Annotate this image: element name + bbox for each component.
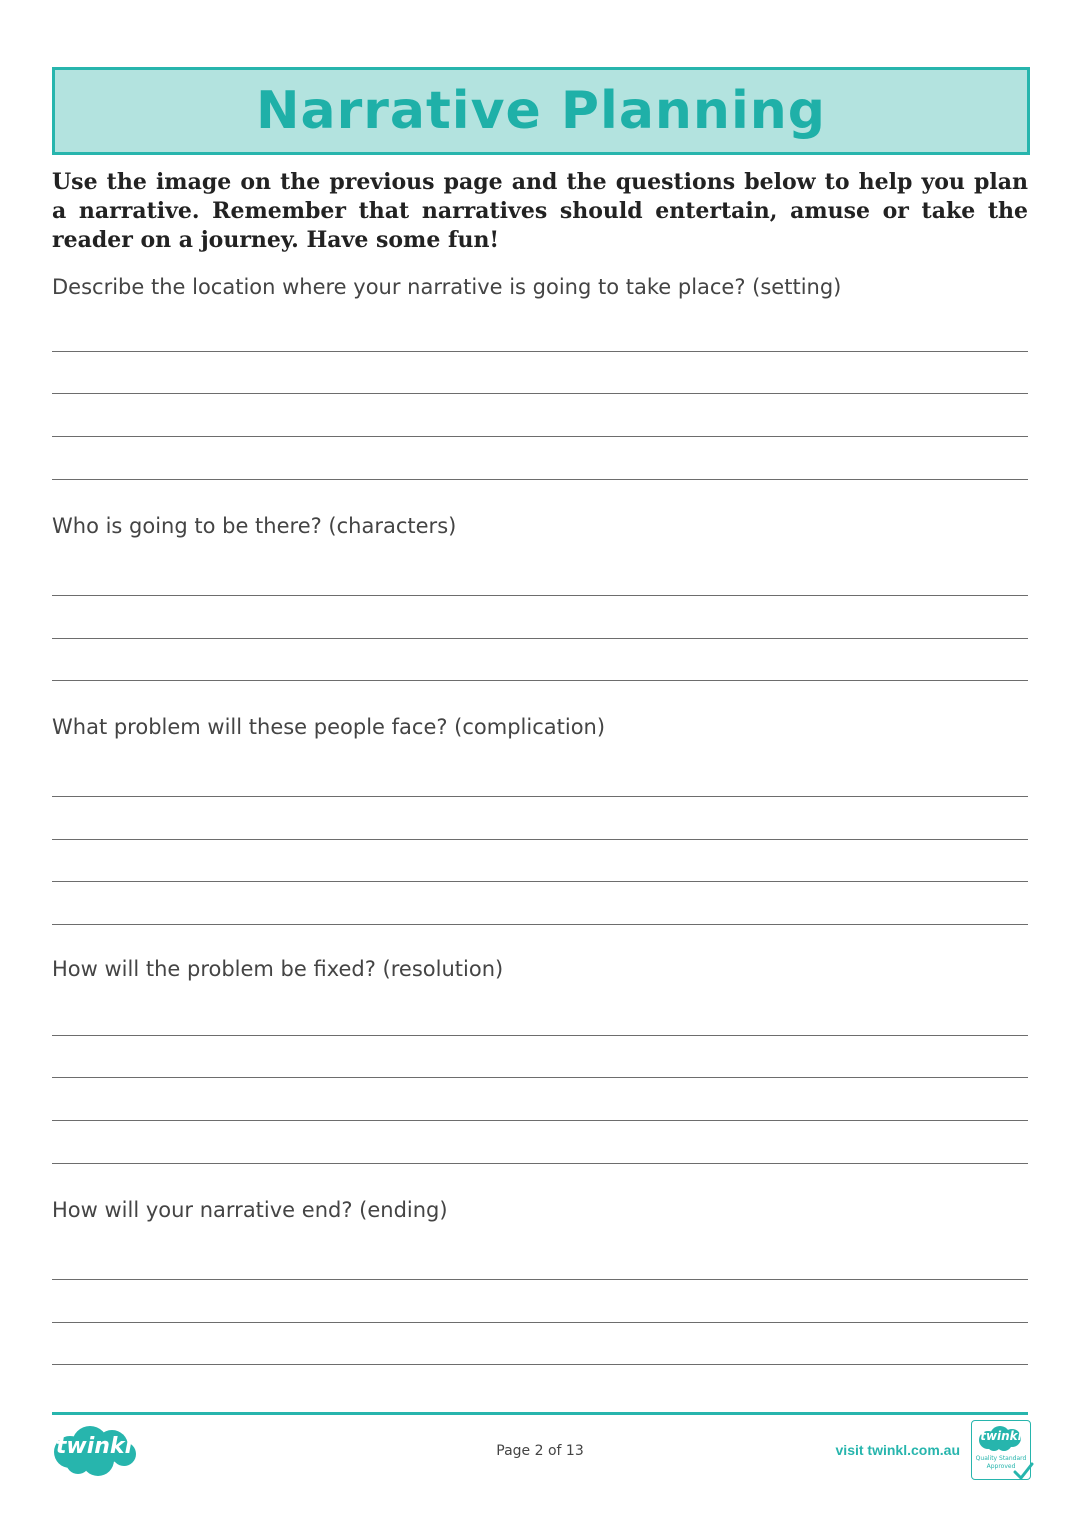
- badge-subtitle: Quality Standard Approved: [975, 1455, 1027, 1470]
- page-number: Page 2 of 13: [496, 1443, 584, 1459]
- answer-line[interactable]: [52, 1163, 1028, 1164]
- footer-divider: [52, 1412, 1028, 1415]
- twinkl-logo-icon[interactable]: [50, 1422, 138, 1478]
- answer-line[interactable]: [52, 1279, 1028, 1280]
- quality-badge-icon: [971, 1420, 1031, 1480]
- answer-line[interactable]: [52, 638, 1028, 639]
- answer-line[interactable]: [52, 796, 1028, 797]
- answer-line[interactable]: [52, 393, 1028, 394]
- answer-line[interactable]: [52, 924, 1028, 925]
- question-setting: Describe the location where your narrative is going to take place? (setting): [52, 275, 842, 299]
- intro-text: Use the image on the previous page and the questions below to help you plan a narrative. Remember that narratives should entertain, amuse or take the reader on a journey. Have some fun!: [52, 169, 1028, 253]
- title-banner: [52, 67, 1030, 155]
- answer-line[interactable]: [52, 436, 1028, 437]
- answer-line[interactable]: [52, 1322, 1028, 1323]
- question-ending: How will your narrative end? (ending): [52, 1198, 448, 1222]
- question-complication: What problem will these people face? (complication): [52, 715, 606, 739]
- answer-line[interactable]: [52, 595, 1028, 596]
- question-characters: Who is going to be there? (characters): [52, 514, 457, 538]
- answer-line[interactable]: [52, 839, 1028, 840]
- answer-line[interactable]: [52, 1120, 1028, 1121]
- answer-line[interactable]: [52, 479, 1028, 480]
- logo-text: twinkl: [55, 1434, 133, 1459]
- page-title: Narrative Planning: [255, 81, 827, 141]
- check-icon: [1012, 1461, 1034, 1481]
- answer-line[interactable]: [52, 881, 1028, 882]
- answer-line[interactable]: [52, 1035, 1028, 1036]
- answer-line[interactable]: [52, 1364, 1028, 1365]
- question-resolution: How will the problem be fixed? (resolution): [52, 957, 504, 981]
- visit-link[interactable]: visit twinkl.com.au: [835, 1442, 960, 1458]
- answer-line[interactable]: [52, 351, 1028, 352]
- badge-word: twinkl: [980, 1429, 1022, 1443]
- answer-line[interactable]: [52, 1077, 1028, 1078]
- answer-line[interactable]: [52, 680, 1028, 681]
